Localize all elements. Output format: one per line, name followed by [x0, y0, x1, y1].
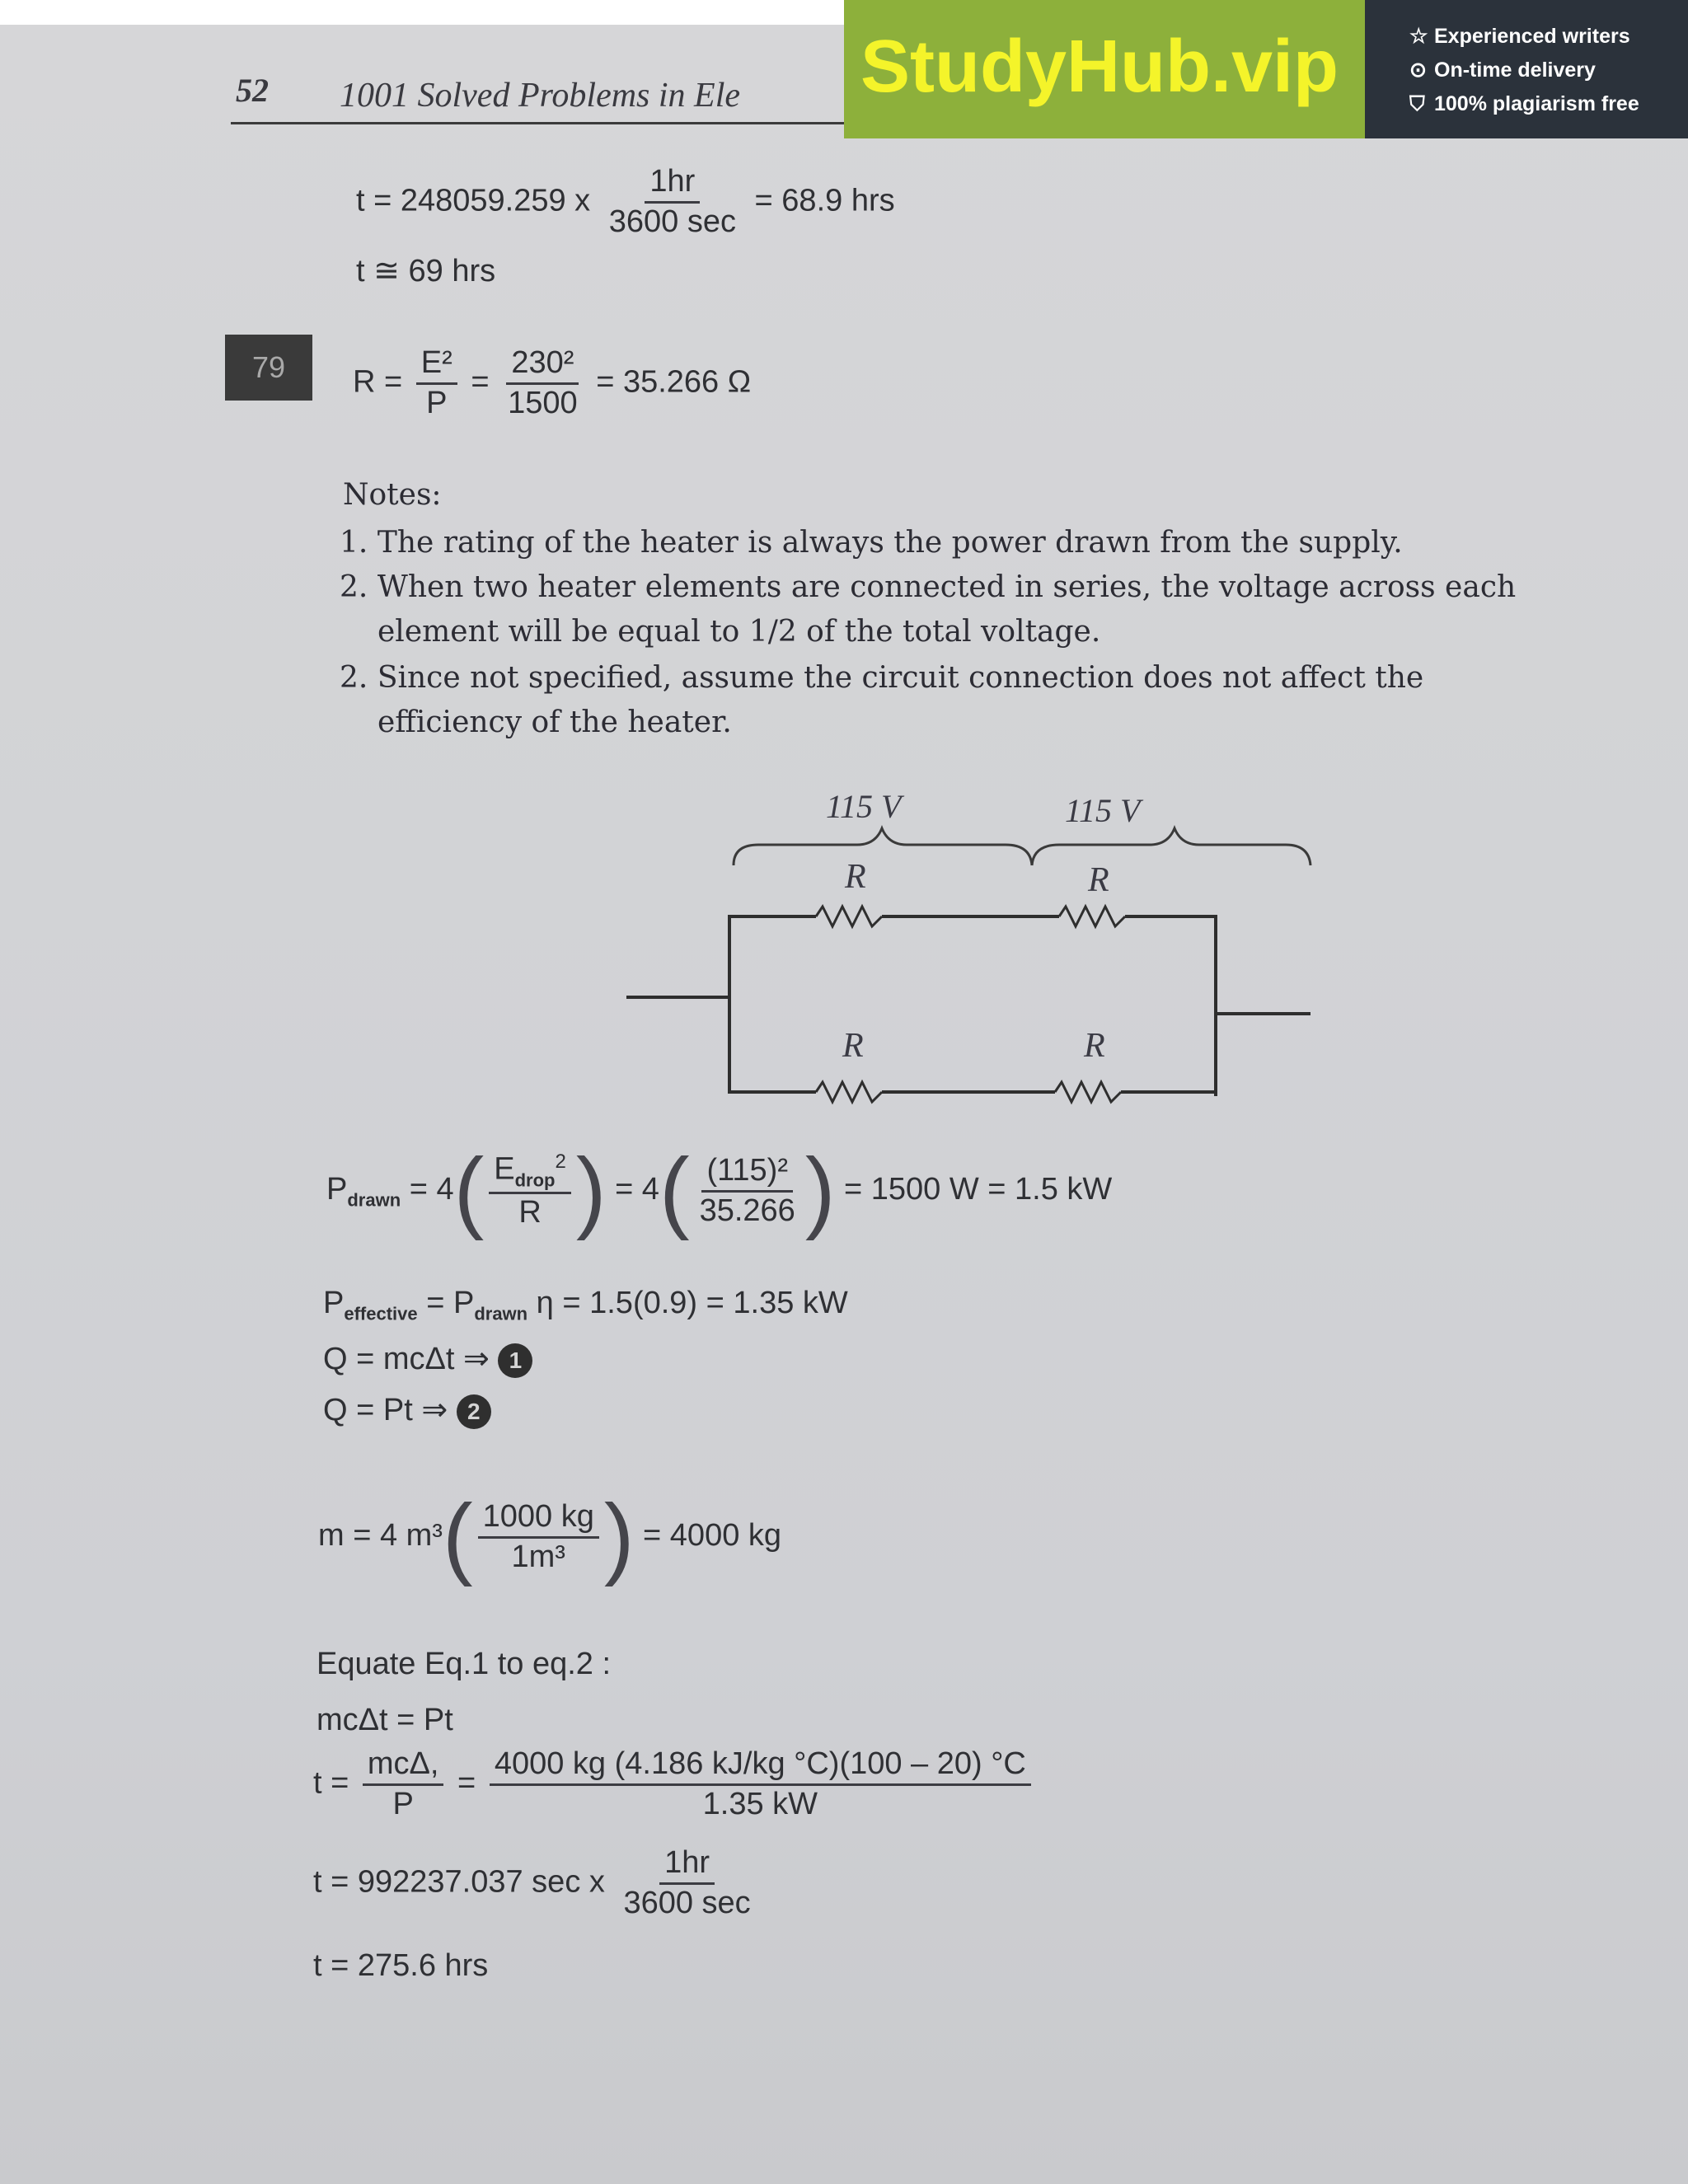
page-number: 52	[236, 72, 269, 109]
voltage-brace-left	[734, 828, 1032, 865]
equation-number-badge: 2	[457, 1394, 491, 1429]
note-item: 2. Since not specified, assume the circuit connection does not affect the	[340, 661, 1424, 695]
note-item: 1. The rating of the heater is always the power drawn from the supply.	[340, 526, 1403, 560]
resistor-bottom-left	[816, 1082, 882, 1102]
wire-top-right	[1125, 916, 1216, 1096]
banner-feature: ⊙ On-time delivery	[1409, 54, 1639, 87]
note-item-continued: element will be equal to 1/2 of the total voltage.	[377, 615, 1101, 649]
prev-equation-t: t = 248059.259 x $\frac{1hr}{3600 \sec}$ = 68.9 hrs	[356, 164, 895, 239]
voltage-label-right: 115 V	[1065, 792, 1141, 829]
time-equation: t = $\frac{\text{mcΔ,}}{P}$ = $\frac{4000 kg (4.186 kJ/kg ^\circ C)(100 - 20) ^\circ C}{1.35 kW}$	[313, 1747, 1036, 1822]
equation-number-badge: 1	[498, 1343, 532, 1378]
circuit-diagram	[610, 775, 1319, 1121]
clock-icon: ⊙	[1409, 59, 1427, 82]
notes-title: Notes:	[343, 478, 442, 512]
equate-instruction: Equate Eq.1 to eq.2 :	[316, 1647, 612, 1681]
resistance-equation: R = $\frac{\text{E²}}{P}$ = $\frac{\text{230²}}{1500}$ = 35.266 Ω	[353, 345, 752, 420]
power-effective-equation: $P_{effective} = P_{drawn}$ η = 1.5(0.9) = 1.35 kW	[323, 1286, 848, 1324]
resistor-label: R	[842, 1027, 864, 1065]
resistor-label: R	[1084, 1027, 1105, 1065]
banner-feature: ☆ Experienced writers	[1409, 20, 1639, 54]
voltage-label-left: 115 V	[826, 788, 902, 825]
studyhub-logo[interactable]: StudyHub.vip	[860, 26, 1339, 108]
note-item: 2. When two heater elements are connected in series, the voltage across each	[340, 570, 1517, 604]
final-time-answer: t = 275.6 hrs	[313, 1948, 489, 1983]
shield-icon: ⛉	[1409, 92, 1425, 115]
star-icon: ☆	[1409, 25, 1428, 48]
mass-equation: m = 4 m³( $\frac{1000 kg}{\text{1m³}}$ ) = 4000 kg	[318, 1486, 782, 1587]
wire-top-branch	[729, 916, 816, 1088]
mcat-equals-pt: mcΔt = Pt	[316, 1703, 453, 1737]
resistor-top-right	[1059, 907, 1125, 926]
resistor-label: R	[1088, 861, 1109, 899]
voltage-brace-right	[1032, 828, 1311, 865]
resistor-label: R	[845, 858, 866, 896]
heat-equation-2: Q = Pt ⇒ 2	[323, 1391, 491, 1429]
wire-bottom-left	[729, 1088, 816, 1092]
problem-number-badge: 79	[225, 335, 312, 401]
banner-feature: ⛉ 100% plagiarism free	[1409, 87, 1639, 121]
resistor-bottom-right	[1055, 1082, 1121, 1102]
banner-feature-list	[1409, 20, 1639, 121]
heat-equation-1: Q = mcΔt ⇒ 1	[323, 1340, 532, 1378]
prev-equation-approx: t ≅ 69 hrs	[356, 254, 496, 288]
note-item-continued: efficiency of the heater.	[377, 705, 732, 739]
power-drawn-equation: $P_{drawn} = 4$( $\frac{E_{drop}^2}{R}$ ) = 4( $\frac{\text{(115)²}}{35.266}$ ) = 1500 W = 1.5 kW	[326, 1140, 1113, 1241]
book-title: 1001 Solved Problems in Ele	[340, 77, 741, 115]
time-conversion-equation: t = 992237.037 sec x $\frac{1hr}{3600 \sec}$	[313, 1845, 751, 1920]
resistor-top-left	[816, 907, 882, 926]
header-rule	[231, 122, 857, 124]
